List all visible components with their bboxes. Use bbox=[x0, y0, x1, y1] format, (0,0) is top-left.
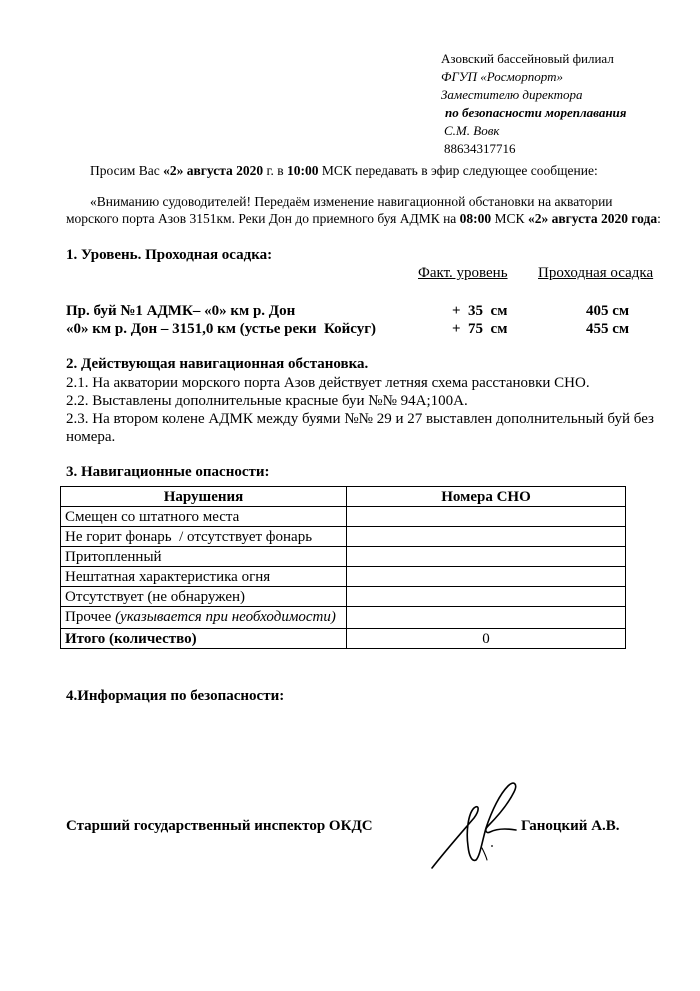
table-total-row bbox=[61, 629, 626, 649]
violation-value bbox=[347, 527, 626, 547]
intro-text-a: Просим Вас bbox=[90, 163, 164, 178]
recipient-position: Заместителю директора bbox=[441, 87, 583, 102]
violation-label: Смещен со штатного места bbox=[61, 507, 347, 527]
total-label: Итого (количество) bbox=[61, 629, 347, 649]
intro-paragraph bbox=[90, 163, 598, 179]
table-row bbox=[61, 607, 626, 629]
signer-position: Старший государственный инспектор ОКДС bbox=[66, 818, 373, 834]
recipient-org: Азовский бассейновый филиал bbox=[441, 51, 614, 66]
violation-value bbox=[347, 587, 626, 607]
table-row bbox=[61, 547, 626, 567]
message-date: «2» августа 2020 года bbox=[527, 211, 658, 226]
table-row bbox=[61, 507, 626, 527]
section2-title: 2. Действующая навигационная обстановка. bbox=[66, 356, 369, 372]
section2-list bbox=[66, 374, 666, 446]
handwritten-signature bbox=[424, 776, 534, 876]
col-draft: Проходная осадка bbox=[538, 265, 654, 281]
level-row-draft: 405 см bbox=[586, 303, 630, 319]
section1-title: 1. Уровень. Проходная осадка: bbox=[66, 247, 273, 263]
message-text-c: : bbox=[657, 211, 661, 226]
col-fact-level: Факт. уровень bbox=[418, 265, 508, 281]
intro-text-c: МСК передавать в эфир следующее сообщение: bbox=[318, 163, 598, 178]
table-row bbox=[61, 587, 626, 607]
violation-label: Притопленный bbox=[61, 547, 347, 567]
level-row-draft: 455 см bbox=[586, 321, 630, 337]
intro-time: 10:00 bbox=[287, 163, 319, 178]
other-note: (указывается при необходимости) bbox=[115, 609, 336, 625]
level-row-place: «0» км р. Дон – 3151,0 км (устье реки Койсуг) bbox=[66, 321, 376, 337]
violation-label: Нештатная характеристика огня bbox=[61, 567, 347, 587]
message-paragraph bbox=[66, 193, 666, 227]
header-violations: Нарушения bbox=[61, 487, 347, 507]
signer-name: Ганоцкий А.В. bbox=[521, 818, 620, 834]
message-text-b: МСК bbox=[491, 211, 528, 226]
total-value: 0 bbox=[347, 629, 626, 649]
level-row-fact: + 35 см bbox=[452, 303, 508, 319]
recipient-department: по безопасности мореплавания bbox=[445, 105, 627, 120]
other-label: Прочее bbox=[65, 609, 116, 625]
level-row-place: Пр. буй №1 АДМК– «0» км р. Дон bbox=[66, 303, 296, 319]
section4-title: 4.Информация по безопасности: bbox=[66, 688, 285, 704]
section2-item: 2.2. Выставлены дополнительные красные буи №№ 94А;100А. bbox=[66, 393, 468, 409]
intro-date: «2» августа 2020 bbox=[163, 163, 264, 178]
section2-item: 2.1. На акватории морского порта Азов действует летняя схема расстановки СНО. bbox=[66, 375, 590, 391]
table-row bbox=[61, 567, 626, 587]
level-row-fact: + 75 см bbox=[452, 321, 508, 337]
message-time: 08:00 bbox=[459, 211, 492, 226]
violation-value bbox=[347, 567, 626, 587]
violation-value bbox=[347, 607, 626, 629]
table-row bbox=[61, 527, 626, 547]
table-header-row bbox=[61, 487, 626, 507]
recipient-block bbox=[441, 50, 627, 158]
section3-title: 3. Навигационные опасности: bbox=[66, 464, 270, 480]
violation-label: Отсутствует (не обнаружен) bbox=[61, 587, 347, 607]
violation-value bbox=[347, 507, 626, 527]
intro-text-b: г. в bbox=[263, 163, 288, 178]
recipient-company: ФГУП «Росморпорт» bbox=[441, 69, 563, 84]
violation-label: Не горит фонарь / отсутствует фонарь bbox=[61, 527, 347, 547]
hazards-table bbox=[60, 486, 626, 649]
header-sno-numbers: Номера СНО bbox=[347, 487, 626, 507]
recipient-phone: 88634317716 bbox=[444, 141, 516, 156]
message-text-a: «Вниманию судоводителей! Передаём изменение навигационной обстановки на акватории морского порта Азов 3151км. Реки Дон до приемного буя АДМК на bbox=[66, 194, 613, 226]
recipient-name: С.М. Вовк bbox=[444, 123, 500, 138]
violation-other bbox=[61, 607, 347, 629]
section2-item: 2.3. На втором колене АДМК между буями №№ 29 и 27 выставлен дополнительный буй без номера. bbox=[66, 411, 654, 445]
violation-value bbox=[347, 547, 626, 567]
